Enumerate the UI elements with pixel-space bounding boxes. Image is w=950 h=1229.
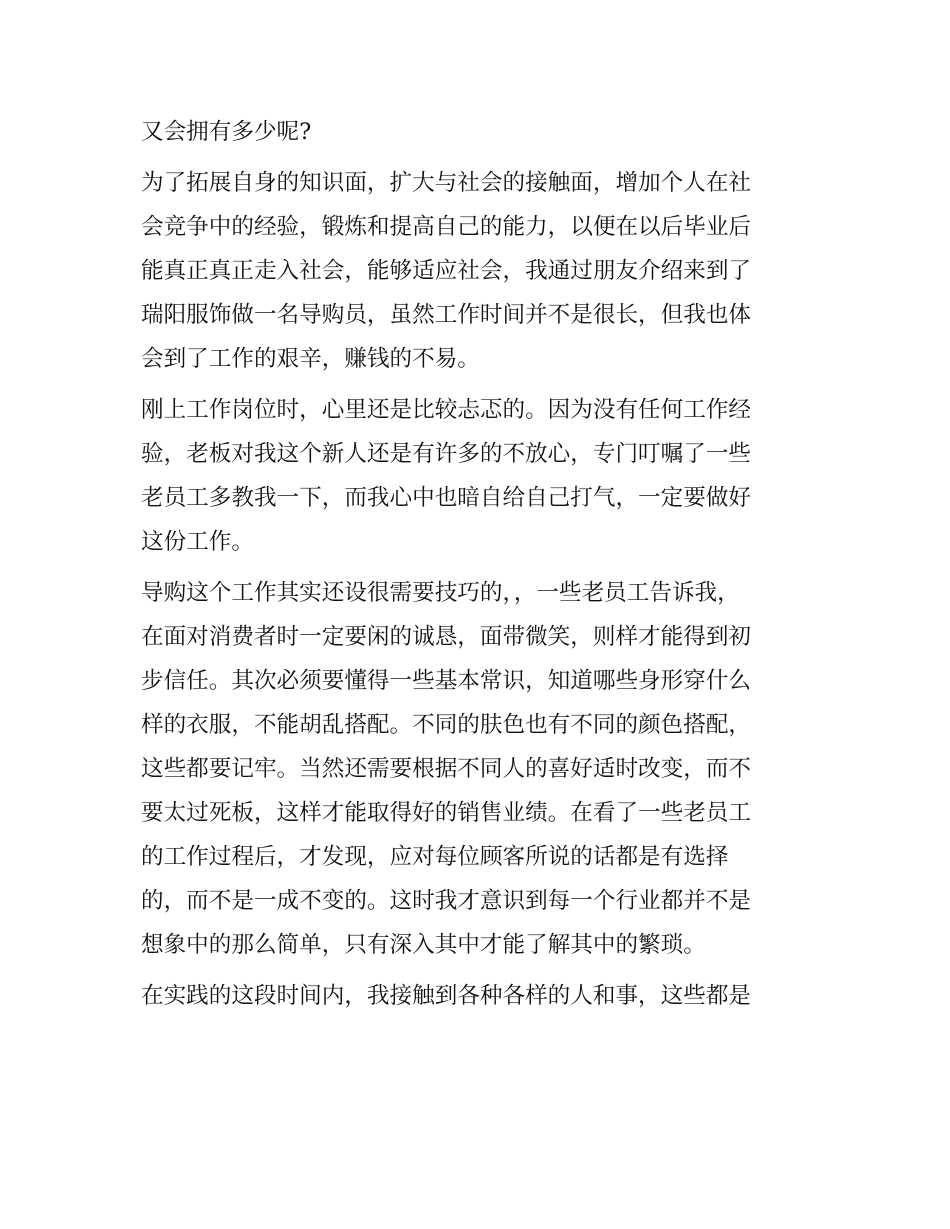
paragraph (141, 571, 821, 967)
text-line: 又会拥有多少呢? (141, 119, 312, 145)
paragraph (141, 110, 821, 154)
text-line: 的工作过程后，才发现，应对每位顾客所说的话都是有选择 (141, 844, 729, 870)
text-line: 在实践的这段时间内，我接触到各种各样的人和事，这些都是 (141, 983, 752, 1009)
text-line: 的，而不是一成不变的。这时我才意识到每一个行业都并不是 (141, 888, 752, 914)
document-body (141, 110, 821, 1018)
text-line: 验，老板对我这个新人还是有许多的不放心，专门叮嘱了一些 (141, 441, 752, 467)
text-line: 要太过死板，这样才能取得好的销售业绩。在看了一些老员工 (141, 800, 752, 826)
text-line: 会到了工作的艰辛，赚钱的不易。 (141, 346, 480, 372)
paragraph (141, 974, 821, 1018)
text-line: 老员工多教我一下，而我心中也暗自给自己打气，一定要做好 (141, 485, 752, 511)
paragraph (141, 388, 821, 564)
text-line: 会竞争中的经验，锻炼和提高自己的能力，以便在以后毕业后 (141, 214, 752, 240)
text-line: 这份工作。 (141, 529, 254, 555)
text-line: 刚上工作岗位时，心里还是比较忐忑的。因为没有任何工作经 (141, 397, 752, 423)
text-line: 导购这个工作其实还设很需要技巧的，，一些老员工告诉我， (141, 580, 740, 606)
paragraph (141, 161, 821, 381)
text-line: 瑞阳服饰做一名导购员，虽然工作时间并不是很长，但我也体 (141, 302, 752, 328)
text-line: 想象中的那么简单，只有深入其中才能了解其中的繁琐。 (141, 932, 706, 958)
text-line: 能真正真正走入社会，能够适应社会，我通过朋友介绍来到了 (141, 258, 752, 284)
text-line: 为了拓展自身的知识面，扩大与社会的接触面，增加个人在社 (141, 170, 752, 196)
text-line: 步信任。其次必须要懂得一些基本常识，知道哪些身形穿什么 (141, 668, 752, 694)
text-line: 在面对消费者时一定要闲的诚恳，面带微笑，则样才能得到初 (141, 624, 752, 650)
text-line: 这些都要记牢。当然还需要根据不同人的喜好适时改变，而不 (141, 756, 752, 782)
text-line: 样的衣服，不能胡乱搭配。不同的肤色也有不同的颜色搭配， (141, 712, 752, 738)
